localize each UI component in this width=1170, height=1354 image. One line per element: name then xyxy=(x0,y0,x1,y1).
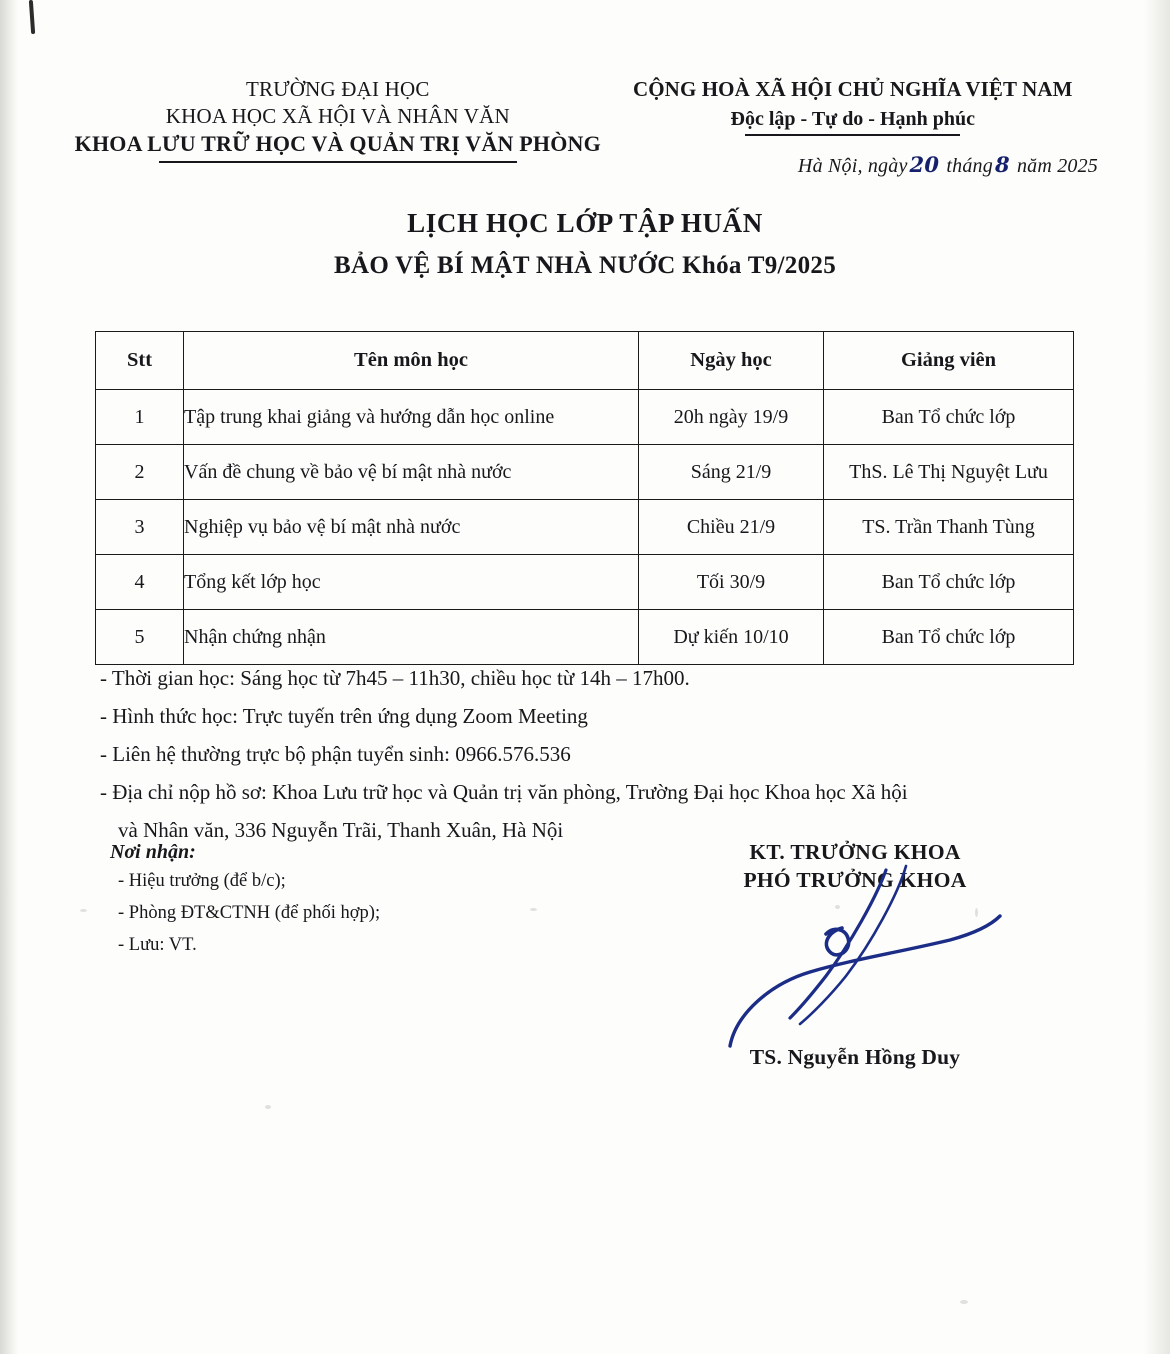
document-subtitle: BẢO VỆ BÍ MẬT NHÀ NƯỚC Khóa T9/2025 xyxy=(333,252,836,279)
note-item: - Liên hệ thường trực bộ phận tuyển sinh: 0966.576.536 xyxy=(100,741,571,766)
paper-speck xyxy=(530,908,537,911)
table-row xyxy=(96,500,1074,555)
title-block xyxy=(0,208,1170,280)
cell-stt: 5 xyxy=(96,610,184,665)
cell-date: 20h ngày 19/9 xyxy=(639,390,824,445)
column-header-date: Ngày học xyxy=(639,332,824,390)
dateline xyxy=(798,152,1098,178)
cell-stt: 1 xyxy=(96,390,184,445)
dateline-month-label: tháng xyxy=(946,155,993,177)
cell-teacher: Ban Tổ chức lớp xyxy=(824,555,1074,610)
dateline-day: 20 xyxy=(909,152,940,177)
cell-stt: 4 xyxy=(96,555,184,610)
signer-name: TS. Nguyễn Hồng Duy xyxy=(749,1045,961,1069)
dateline-prefix: Hà Nội, ngày xyxy=(797,155,908,177)
recipient-item: - Phòng ĐT&CTNH (để phối hợp); xyxy=(118,903,381,923)
page-corner-mark xyxy=(29,0,35,34)
note-item: - Hình thức học: Trực tuyến trên ứng dụng Zoom Meeting xyxy=(100,703,588,728)
table-row xyxy=(96,610,1074,665)
dateline-year: năm 2025 xyxy=(1016,155,1098,177)
signer-role-line-2: PHÓ TRƯỞNG KHOA xyxy=(743,868,967,892)
table-header-row xyxy=(96,332,1074,390)
schedule-table-wrapper xyxy=(95,331,1073,665)
cell-stt: 2 xyxy=(96,445,184,500)
nation-line: CỘNG HOÀ XÃ HỘI CHỦ NGHĨA VIỆT NAM xyxy=(632,77,1073,101)
cell-date: Chiều 21/9 xyxy=(639,500,824,555)
schedule-table xyxy=(95,331,1074,665)
column-header-stt: Stt xyxy=(96,332,184,390)
recipients-block xyxy=(110,841,530,967)
recipients-title: Nơi nhận: xyxy=(110,841,196,863)
cell-date: Tối 30/9 xyxy=(639,555,824,610)
signature-block xyxy=(640,840,1070,1070)
signer-role-line-1: KT. TRƯỞNG KHOA xyxy=(749,840,961,864)
table-row xyxy=(96,390,1074,445)
paper-speck xyxy=(80,909,87,912)
note-item-continuation: và Nhân văn, 336 Nguyễn Trãi, Thanh Xuân, Hà Nội xyxy=(118,817,564,842)
cell-date: Sáng 21/9 xyxy=(639,445,824,500)
cell-teacher: ThS. Lê Thị Nguyệt Lưu xyxy=(824,445,1074,500)
cell-stt: 3 xyxy=(96,500,184,555)
cell-teacher: Ban Tổ chức lớp xyxy=(824,390,1074,445)
national-heading xyxy=(606,76,1100,161)
org-line-2: KHOA HỌC XÃ HỘI VÀ NHÂN VĂN xyxy=(165,103,510,128)
cell-subject: Tập trung khai giảng và hướng dẫn học online xyxy=(184,390,639,445)
org-line-3: KHOA LƯU TRỮ HỌC VÀ QUẢN TRỊ VĂN PHÒNG xyxy=(75,130,601,161)
cell-date: Dự kiến 10/10 xyxy=(639,610,824,665)
cell-teacher: Ban Tổ chức lớp xyxy=(824,610,1074,665)
note-item: - Địa chỉ nộp hồ sơ: Khoa Lưu trữ học và Quản trị văn phòng, Trường Đại học Khoa học Xã hội xyxy=(100,779,908,804)
recipient-item: - Hiệu trưởng (để b/c); xyxy=(118,871,286,891)
notes-list xyxy=(100,663,1090,853)
note-item: - Thời gian học: Sáng học từ 7h45 – 11h30, chiều học từ 14h – 17h00. xyxy=(100,666,690,690)
paper-speck xyxy=(265,1105,271,1109)
cell-subject: Nghiệp vụ bảo vệ bí mật nhà nước xyxy=(184,500,639,555)
cell-subject: Vấn đề chung về bảo vệ bí mật nhà nước xyxy=(184,445,639,500)
column-header-teacher: Giảng viên xyxy=(824,332,1074,390)
document-title: LỊCH HỌC LỚP TẬP HUẤN xyxy=(407,208,763,238)
cell-subject: Nhận chứng nhận xyxy=(184,610,639,665)
org-line-1: TRƯỜNG ĐẠI HỌC xyxy=(246,77,430,101)
dateline-month: 8 xyxy=(994,152,1010,177)
table-row xyxy=(96,555,1074,610)
recipient-item: - Lưu: VT. xyxy=(118,935,197,955)
motto-line: Độc lập - Tự do - Hạnh phúc xyxy=(731,106,975,135)
document-header xyxy=(0,76,1170,161)
paper-speck xyxy=(960,1300,968,1304)
cell-teacher: TS. Trần Thanh Tùng xyxy=(824,500,1074,555)
cell-subject: Tổng kết lớp học xyxy=(184,555,639,610)
table-row xyxy=(96,445,1074,500)
column-header-subject: Tên môn học xyxy=(184,332,639,390)
issuing-organization xyxy=(70,76,606,161)
